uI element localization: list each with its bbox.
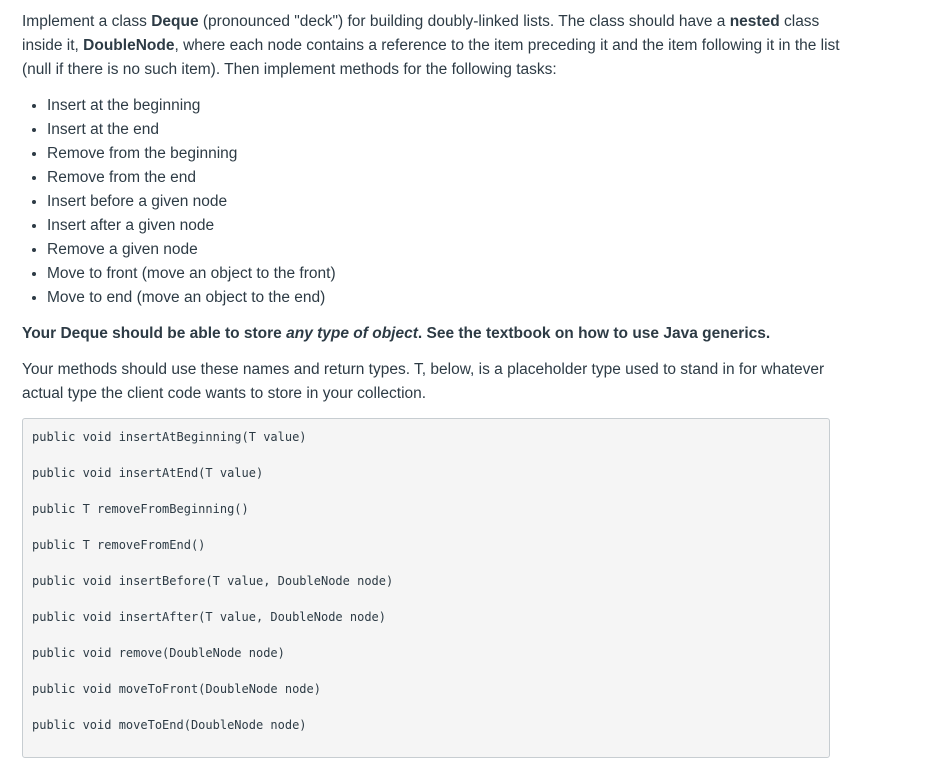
task-item: • Insert after a given node <box>47 214 852 238</box>
intro-paragraph <box>22 10 852 82</box>
code-line: public void insertAtBeginning(T value) <box>32 430 307 444</box>
code-line: public void insertAtEnd(T value) <box>32 466 264 480</box>
task-list <box>22 94 852 310</box>
task-item: • Remove a given node <box>47 238 852 262</box>
code-line: public T removeFromBeginning() <box>32 502 249 516</box>
nested-keyword: nested <box>729 13 780 30</box>
code-line: public void moveToEnd(DoubleNode node) <box>32 718 307 732</box>
method-signatures-code-block <box>22 418 830 758</box>
task-item: • Move to front (move an object to the front) <box>47 262 852 286</box>
methods-intro-paragraph: Your methods should use these names and return types. T, below, is a placeholder type used to stand in for whatever actual type the client code wants to store in your collection. <box>22 361 825 402</box>
task-item: • Insert at the end <box>47 118 852 142</box>
code-line: public void insertAfter(T value, DoubleNode node) <box>32 610 387 624</box>
doublenode-class-name: DoubleNode <box>83 37 175 54</box>
code-line: public void remove(DoubleNode node) <box>32 646 285 660</box>
intro-text-2: (pronounced "deck") for building doubly-linked lists. The class should have a <box>198 13 730 30</box>
deque-class-name: Deque <box>151 13 199 30</box>
task-item: • Remove from the beginning <box>47 142 852 166</box>
task-item: • Move to end (move an object to the end) <box>47 286 852 310</box>
intro-text-3: class inside it, <box>22 13 820 54</box>
generics-text-1: Your Deque should be able to store <box>22 325 287 342</box>
generics-text-2: . See the textbook on how to use Java generics. <box>417 325 771 342</box>
generics-note <box>22 322 852 346</box>
code-line: public T removeFromEnd() <box>32 538 206 552</box>
generics-emphasis: any type of object <box>286 325 418 342</box>
task-item: • Insert before a given node <box>47 190 852 214</box>
task-item: • Insert at the beginning <box>47 94 852 118</box>
code-line: public void moveToFront(DoubleNode node) <box>32 682 321 696</box>
task-item: • Remove from the end <box>47 166 852 190</box>
intro-text-4: , where each node contains a reference to the item preceding it and the item following it in the list (null if there is no such item). Then implement methods for the following tasks: <box>22 37 840 78</box>
assignment-content <box>22 10 852 758</box>
intro-text-1: Implement a class <box>22 13 152 30</box>
code-line: public void insertBefore(T value, DoubleNode node) <box>32 574 394 588</box>
